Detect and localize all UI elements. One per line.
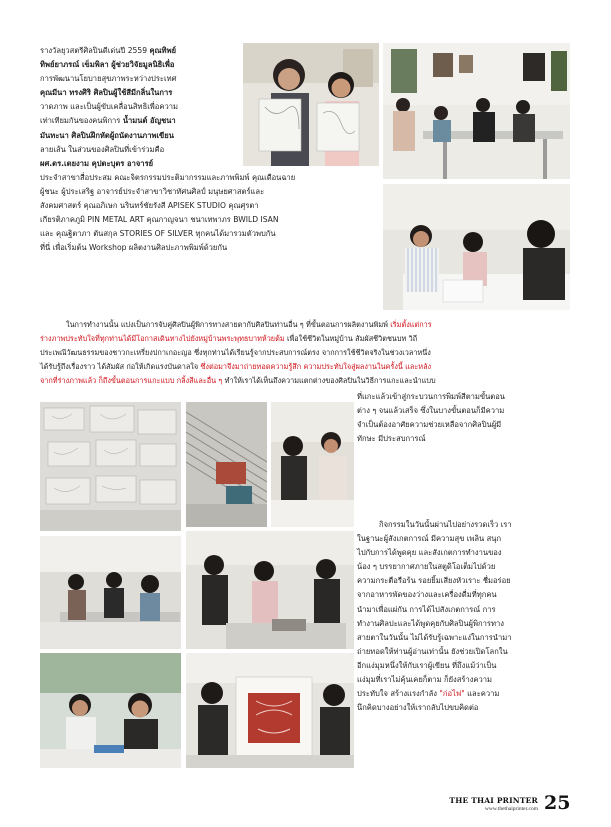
photo-drying-rack-prints	[186, 402, 267, 527]
intro-full-width: ประจำสาขาสื่อประสม คณะจิตรกรรมประติมากรรมและภาพพิมพ์ คุณเดือนฉาย ผู้ชนะ ผู้ประเสริฐ อาจารย์ประจำสาขาวิชาทัศนศิลป์ มนุษยศาสตร์และ สังคมศาสตร์ คุณอภิเษก นรินทร์ชัยรังสี APISEK STUDIO คุณศุรตา เกียรติภาคภูมิ PIN METAL ART คุณกาญจนา ชนาเทพาภร BWILD ISAN และ คุณฐิตาภา ตันสกุล STORIES OF SILVER ทุกคนได้มารวมตัวพบกัน ที่นี่ เพื่อเริ่มต้น Workshop ผลิตงานศิลปะภาพพิมพ์ด้วยกัน	[40, 173, 296, 253]
footer-url: www.thethaiprinter.com	[484, 806, 538, 812]
photo-two-women-holding-prints	[243, 43, 379, 166]
photo-women-at-table	[271, 402, 354, 527]
photo-printing-blocks	[40, 402, 181, 531]
photo-workshop-group	[40, 536, 181, 649]
paragraph-pairing-continued: ที่แกะแล้วเข้าสู่กระบวนการพิมพ์สีตามขั้นตอน ต่าง ๆ จนแล้วเสร็จ ซึ่งในบางขั้นตอนก็มีความ จำเป็นต้องอาศัยความช่วยเหลือจากศิลปินผู้มี ทักษะ มีประสบการณ์	[357, 392, 505, 444]
photo-studio-table	[383, 43, 570, 179]
paragraph-pairing: ในการทำงานนั้น แบ่งเป็นการจับคู่ศิลปินผู้พิการทางสายตากับศิลปินท่านอื่น ๆ ที่ขั้นตอนการผลิตงานพิมพ์ เริ่มตั้งแต่การ ร่างภาพประทับใจที่ทุกท่านได้มีโอกาสเดินทางไปยังหมู่บ้านพระพุทธบาทห้วยต้ม เพื่อใช้ชีวิตในหมู่บ้าน สัมผัสชีวิตชนบท วิถี ประเพณีวัฒนธรรมของชาวกะเหรี่ยงปกาเกอะญอ ซึ่งทุกท่านได้เรียนรู้จากประสบการณ์ตรง จากการใช้ชีวิตจริงในช่วงเวลาหนึ่ง ได้รับรู้ถึงเรื่องราว ได้สัมผัส ก่อให้เกิดแรงบันดาลใจ ซึ่งต่อมาจึงมาถ่ายทอดความรู้สึก ความประทับใจสู่ผลงานในครั้งนี้ และหลัง จากที่ร่างภาพแล้ว ก็ถึงขั้นตอนการแกะแบบ กลิ้งสีและอื่น ๆ ทำให้เราได้เห็นถึงความแตกต่างของศิลปินในวิธีการแกะและนำแบบ	[40, 320, 436, 386]
photo-artists-working	[383, 184, 570, 310]
footer-brand: THE THAI PRINTER	[449, 796, 538, 805]
photo-two-artists-smiling	[40, 653, 181, 768]
page-number: 25	[544, 792, 571, 814]
photo-printing-press	[186, 531, 354, 649]
photo-man-holding-red-print	[186, 653, 354, 768]
paragraph-activity: กิจกรรมในวันนั้นผ่านไปอย่างรวดเร็ว เรา ในฐานะผู้สังเกตการณ์ มีความสุข เพลิน สนุก ไปกับการได้พูดคุย และสังเกตการทำงานของ น้อง ๆ บรรยากาศภายในสตูดิโอเต็มไปด้วย ความกระตือรือร้น รอยยิ้มเสียงหัวเราะ ชื่มอร่อย จากอาหารพัดของว่างและเครื่องดื่มที่ทุกคน นำมาเพื่อแผ่กัน การได้ไปสังเกตการณ์ การ ทำงานศิลปะและได้พูดคุยกับศิลปินผู้พิการทาง สายตาในวันนั้น ไม่ได้รับรู้เฉพาะแง่ในการนำมา ถ่ายทอดให้ท่านผู้อ่านเท่านั้น ยังช่วยเปิดโลกใน อีกแง่มุมหนึ่งให้กับเราผู้เขียน ที่ถึงแม้ว่าเป็น แง่มุมที่เราไม่คุ้นเคยก็ตาม ก็ยังสร้างความ ประทับใจ สร้างแรงกำลัง "ก่อไฟ" และความ นึกคิดบางอย่างให้เรากลับไปขบคิดต่อ	[357, 520, 512, 713]
intro-column: รางวัลยุวสตรีศิลปินดีเด่นปี 2559 คุณทิพย์ ทิพย์ยาภรณ์ เข็มพิลา ผู้ช่วยวิจัยมูลนิธิเพื่อ การพัฒนานโยบายสุขภาพระหว่างประเทศ คุณมีนา ทรงศิริ ศิลปินผู้ใช้สีมีกลิ่นในการ วาดภาพ และเป็นผู้ขับเคลื่อนสิทธิเพื่อความ เท่าเทียมกันของคนพิการ น้ำมนต์ อัญชนา มันทะนา ศิลปินฝึกหัดผู้ถนัดงานภาพเขียน ลายเส้น ในส่วนของศิลปินที่เข้าร่วมคือ ผศ.ดร.เตยงาม คุปตะบุตร อาจารย์	[40, 46, 178, 168]
